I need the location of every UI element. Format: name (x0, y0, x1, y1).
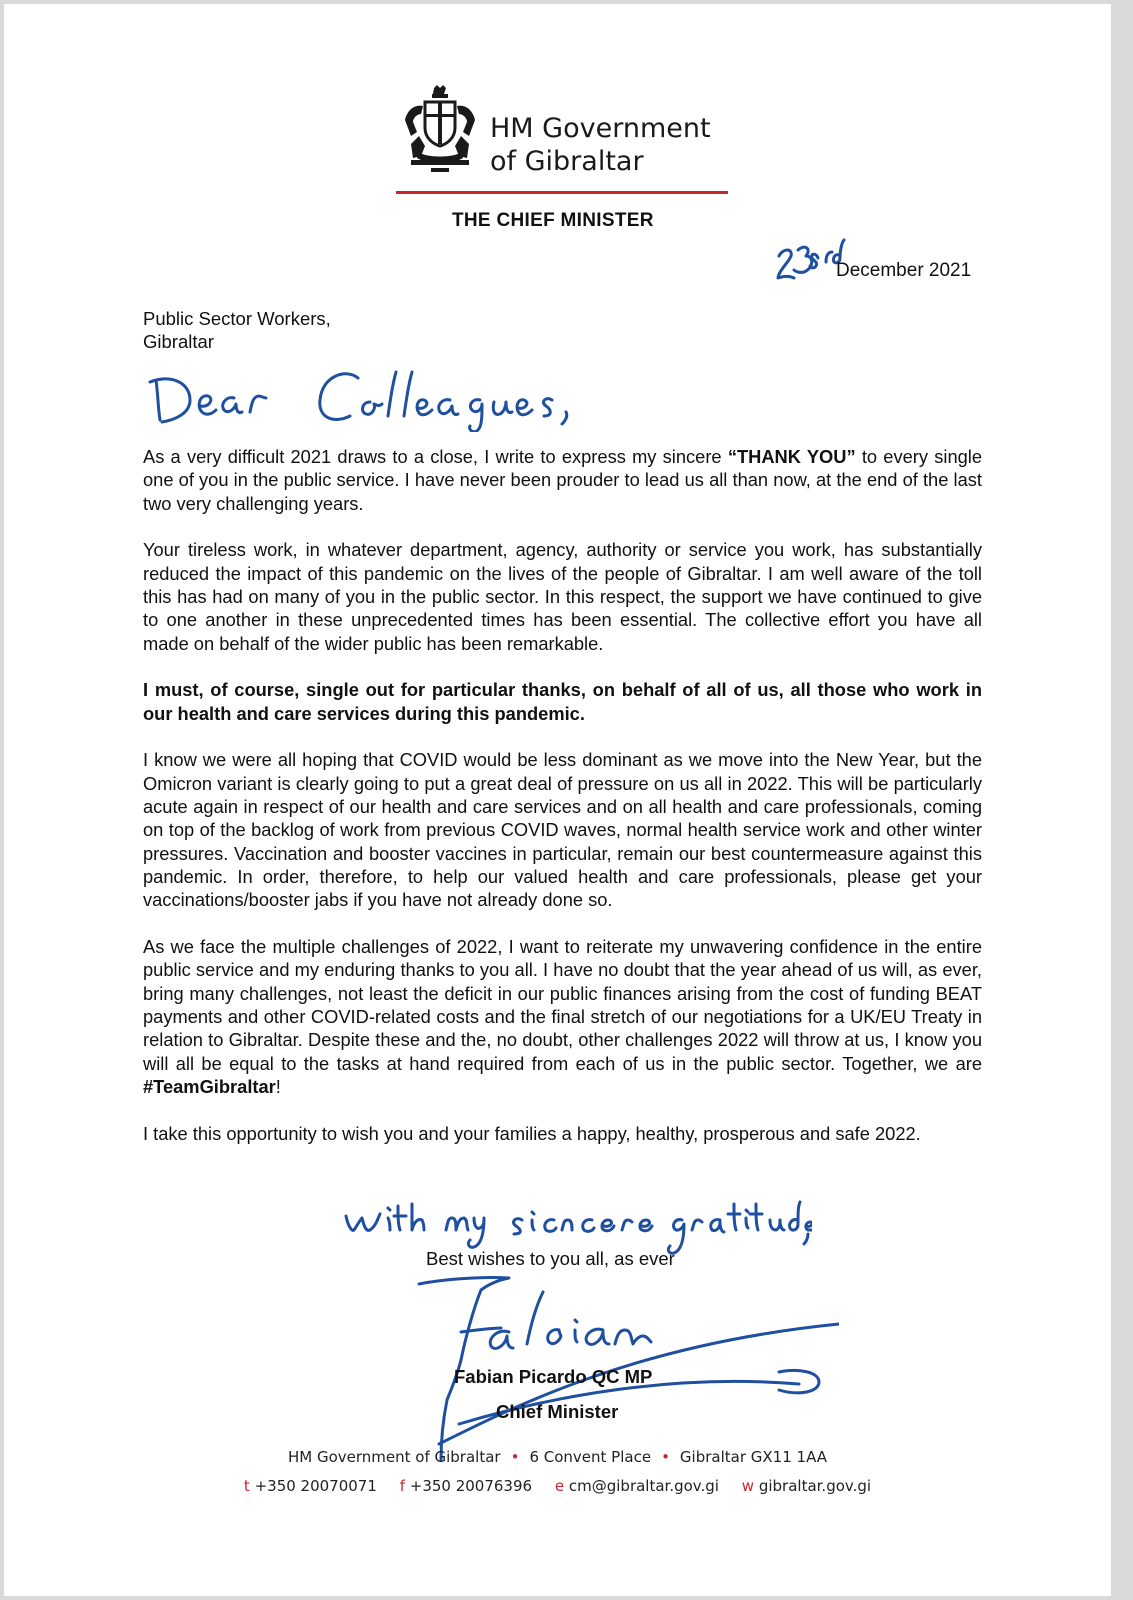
letter-date: December 2021 (836, 260, 972, 281)
website-link[interactable]: gibraltar.gov.gi (758, 1477, 872, 1495)
recipient-line1: Public Sector Workers, (143, 308, 331, 329)
body-paragraph-3: I must, of course, single out for particular thanks, on behalf of all of us, all those who work in our health and care services during this pandemic. (143, 679, 982, 724)
signer-name: Fabian Picardo QC MP (454, 1366, 653, 1387)
footer-org: HM Government of Gibraltar (287, 1448, 501, 1466)
footer-fax (400, 1477, 532, 1495)
footer-email (555, 1477, 719, 1495)
bullet-separator: • (661, 1448, 670, 1466)
organization-name-line1: HM Government (490, 113, 711, 144)
footer-address (4, 1448, 1111, 1466)
office-title: THE CHIEF MINISTER (452, 210, 654, 231)
organization-name (490, 112, 711, 178)
letter-page (4, 4, 1111, 1596)
footer-street: 6 Convent Place (529, 1448, 652, 1466)
body-paragraph-1 (143, 445, 982, 515)
telephone-prefix: t (243, 1477, 250, 1495)
body-paragraph-5 (143, 935, 982, 1098)
body-paragraph-6: I take this opportunity to wish you and your families a happy, healthy, prosperous and safe 2022. (143, 1122, 921, 1144)
thank-you-emphasis: “THANK YOU” (727, 446, 856, 467)
footer-contact (4, 1477, 1111, 1495)
body-paragraph-5-text-end: ! (275, 1075, 281, 1097)
letterhead-divider (396, 191, 728, 194)
email-address[interactable]: cm@gibraltar.gov.gi (568, 1477, 719, 1495)
body-paragraph-5-text: As we face the multiple challenges of 2022, I want to reiterate my unwavering confidence in the entire public service and my enduring thanks to you all. I have no doubt that the year ahead of us will, as ever, bring many challenges, not least the deficit in our public finances arising from the cost of funding BEAT payments and other COVID-related costs and the final stretch of our negotiations for a UK/EU Treaty in relation to Gibraltar. Despite these and the, no doubt, other challenges 2022 will throw at us, I know you will all be equal to the tasks at hand required from each of us in the public sector. Together, we are (143, 936, 982, 1074)
fax-prefix: f (399, 1477, 405, 1495)
body-paragraph-4: I know we were all hoping that COVID would be less dominant as we move into the New Year, but the Omicron variant is clearly going to put a great deal of pressure on us all in 2022. This will be particularly acute again in respect of our health and care services and on all health and care professionals, coming on top of the backlog of work from previous COVID waves, normal health service work and other winter pressures. Vaccination and booster vaccines in particular, remain our best countermeasure against this pandemic. In order, therefore, to help our valued health and care professionals, please get your vaccinations/booster jabs if you have not already done so. (143, 749, 982, 911)
body-paragraph-1-text-end: to every single one of you in the public service. I have never been prouder to lead us all than now, at the end of the last two very challenging years. (143, 446, 983, 514)
coat-of-arms-icon (401, 84, 479, 174)
body-paragraph-2: Your tireless work, in whatever department, agency, authority or service you work, has substantially reduced the impact of this pandemic on the lives of the people of Gibraltar. I am well aware of the toll this has had on many of you in the public sector. In this respect, the support we have continued to give to one another in these unprecedented times has been essential. The collective effort you have all made on behalf of the wider public has been remarkable. (143, 539, 982, 654)
footer-telephone (244, 1477, 377, 1495)
telephone-number: +350 20070071 (254, 1477, 377, 1495)
web-prefix: w (741, 1477, 755, 1495)
fax-number: +350 20076396 (409, 1477, 533, 1495)
team-gibraltar-hashtag: #TeamGibraltar (143, 1075, 276, 1097)
organization-name-line2: of Gibraltar (490, 146, 644, 177)
footer-website (742, 1477, 871, 1495)
bullet-separator: • (510, 1448, 520, 1466)
recipient-address (143, 307, 331, 353)
handwritten-salutation (146, 362, 586, 432)
signer-title: Chief Minister (496, 1401, 619, 1422)
body-paragraph-1-text: As a very difficult 2021 draws to a close, I write to express my sincere (143, 446, 728, 467)
recipient-line2: Gibraltar (143, 331, 214, 352)
footer-city: Gibraltar GX11 1AA (679, 1448, 828, 1466)
letter-body (143, 445, 982, 1168)
email-prefix: e (554, 1477, 565, 1495)
sign-off: Best wishes to you all, as ever (426, 1248, 675, 1269)
